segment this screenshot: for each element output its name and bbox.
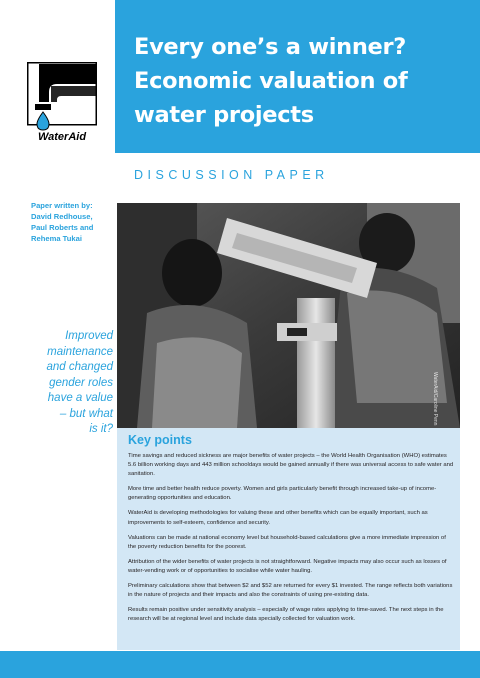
key-point: Attribution of the wider benefits of water projects is not straightforward. Negative impacts may also occur such as losses of water-vending work or of opportunities to socialise while water hauling. bbox=[128, 558, 447, 574]
pull-quote-line: – but what bbox=[59, 407, 113, 420]
photo-women-at-water-pump bbox=[117, 203, 460, 428]
key-point: Valuations can be made at national economy level but household-based calculations give a more immediate impression of the poverty reduction benefits for the poorest. bbox=[128, 534, 446, 550]
title-line-2: Economic valuation of bbox=[134, 68, 408, 94]
pull-quote-line: gender roles bbox=[49, 376, 113, 389]
pull-quote-line: and changed bbox=[46, 361, 113, 373]
key-points-list bbox=[128, 452, 454, 630]
key-point: WaterAid is developing methodologies for valuing these and other benefits which can be equally important, such as improvements to self-esteem, confidence and security. bbox=[128, 510, 428, 526]
footer-band bbox=[0, 651, 480, 678]
key-point: Preliminary calculations show that between $2 and $52 are returned for every $1 invested. The range reflects both variations in the nature of projects and their impacts and also the constraints of using pre-existing data. bbox=[128, 583, 453, 599]
author-line: David Redhouse, bbox=[31, 212, 93, 221]
author-line: Rehema Tukai bbox=[31, 234, 82, 243]
key-points-heading: Key points bbox=[128, 433, 192, 447]
title-line-3: water projects bbox=[134, 102, 314, 128]
page-title bbox=[134, 30, 469, 132]
pull-quote-line: maintenance bbox=[47, 345, 113, 358]
key-point: More time and better health reduce poverty. Women and girls particularly benefit through increased take-up of income-generating opportunities and education. bbox=[128, 486, 437, 502]
svg-text:WaterAid: WaterAid bbox=[37, 131, 87, 143]
discussion-paper-label: DISCUSSION PAPER bbox=[134, 168, 329, 182]
wateraid-logo bbox=[27, 62, 97, 144]
photo-credit: WaterAid/Caroline Penn bbox=[432, 372, 438, 426]
title-line-1: Every one’s a winner? bbox=[134, 34, 407, 60]
pull-quote-line: is it? bbox=[89, 423, 113, 435]
authors-list bbox=[31, 211, 111, 244]
key-point: Results remain positive under sensitivity analysis – especially of wage rates applying to time-saved. The next steps in the research will be at regional level and include data specially collected for valuation work. bbox=[128, 607, 444, 623]
author-line: Paul Roberts and bbox=[31, 223, 94, 232]
pull-quote-line: Improved bbox=[65, 330, 113, 342]
authors-heading: Paper written by: bbox=[31, 201, 93, 210]
pull-quote-line: have a value bbox=[47, 392, 113, 404]
pull-quote bbox=[30, 329, 113, 438]
key-point: Time savings and reduced sickness are major benefits of water projects – the World Health Organisation (WHO) estimates 5.6 billion working days and 443 million schooldays would be gained annually if there was universal access to safe water and sanitation. bbox=[128, 453, 454, 478]
